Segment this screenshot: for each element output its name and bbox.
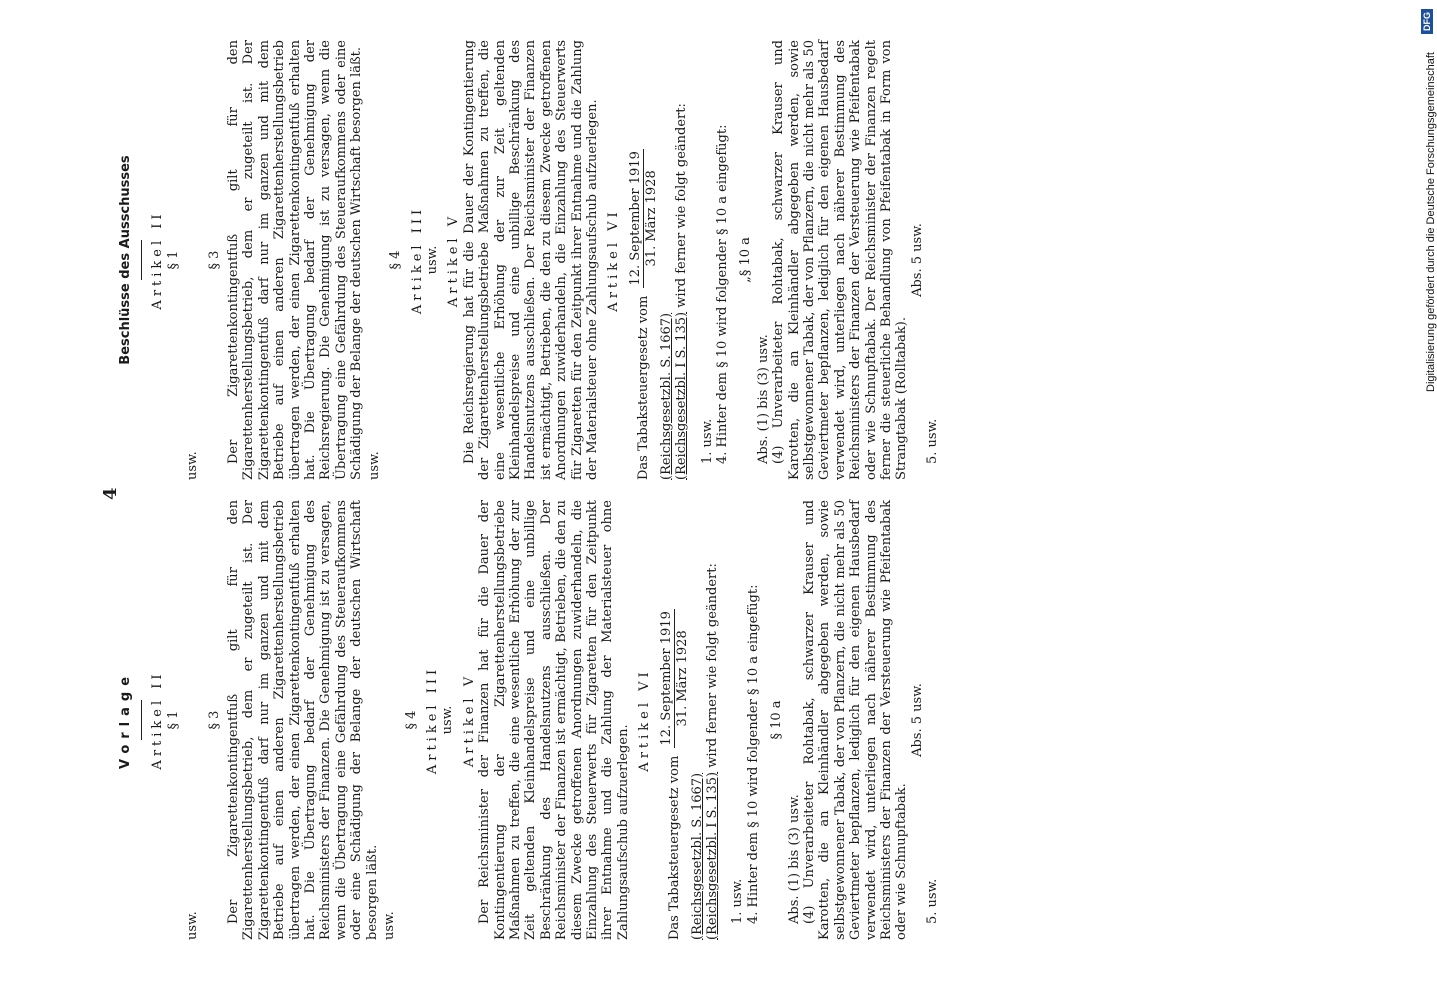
article-heading: Artikel VI <box>606 208 622 312</box>
section-3-text: Der Zigarettenkontingentfuß gilt für den Zigarettenherstellungsbetrieb, dem er zugeteilt ist. Der Zigarettenkontingentfuß darf nur im ganzen und mit dem Betriebe auf einen anderen Zigarettenherstellungsbetrieb übertragen werden, der einen Zigarettenkontingentfuß erhalten hat. Die Übertragung bedarf der Genehmigung des Reichsministers der Finanzen. Die Genehmigung ist zu versagen, wenn die Übertragung eine Gefährdung des Steueraufkommens oder eine Schädigung der Belange der deutschen Wirtschaft besorgen läßt. <box>226 500 380 940</box>
usw-text: usw. <box>440 705 456 735</box>
list-item: 5. usw. <box>925 418 941 464</box>
law-reference <box>628 40 659 480</box>
section-heading: § 1 <box>165 250 181 270</box>
column-vorlage <box>118 500 941 940</box>
law-prefix: Das Tabaksteuergesetz vom <box>635 295 651 480</box>
list-item: 1. usw. <box>699 418 715 464</box>
citation: (Reichsgesetzbl. S. 1667) <box>689 772 705 940</box>
law-date-amended: 31. März 1928 <box>674 630 690 727</box>
law-reference <box>659 500 690 940</box>
list-item: 1. usw. <box>730 878 746 924</box>
list-item: 5. usw. <box>925 878 941 924</box>
paragraph-5: Abs. 5 usw. <box>909 223 925 297</box>
paragraph-5: Abs. 5 usw. <box>909 683 925 757</box>
paragraph-4-text: (4) Unverarbeiteter Rohtabak, schwarzer Krauser und Karotten, die an Kleinhändler abgegeben werden, sowie selbstgewonnener Tabak, der von Pflanzern, die nicht mehr als 50 Geviertmeter bepflanzen, lediglich für den eigenen Hausbedarf verwendet wird, unterliegen nach näherer Bestimmung des Reichsministers der Finanzen der Versteuerung wie Pfeifentabak oder wie Schnupftabak. Der Reichsminister der Finanzen regelt ferner die steuerliche Behandlung von Pfeifentabak in Form von Strangtabak (Rolltabak). <box>771 40 910 480</box>
article-heading: Artikel VI <box>637 668 653 772</box>
article-5-text: Der Reichsminister der Finanzen hat für die Dauer der Kontingentierung der Zigarettenherstellungsbetriebe Maßnahmen zu treffen, die eine wesentliche Erhöhung der zur Zeit geltenden Kleinhandelspreise und eine unbillige Beschränkung des Handelsnutzens ausschließen. Der Reichsminister der Finanzen ist ermächtigt, Betrieben, die den zu diesem Zwecke getroffenen Anordnungen zuwiderhandeln, die Einzahlung des Steuerwerts für Zigaretten für den Zeitpunkt ihrer Entnahme und die Zahlung der Materialsteuer ohne Zahlungsaufschub aufzuerlegen. <box>477 500 631 940</box>
usw-text: usw. <box>382 911 398 940</box>
column-title: Beschlüsse des Ausschusses <box>118 155 133 365</box>
list-item: 4. Hinter dem § 10 wird folgender § 10 a eingefügt: <box>745 584 761 924</box>
article-heading: Artikel II <box>150 670 166 770</box>
section-heading: § 10 a <box>769 700 785 740</box>
digitization-note: Digitalisierung gefördert durch die Deutsche Forschungsgemeinschaft <box>1425 52 1437 392</box>
article-heading: Artikel II <box>150 210 166 310</box>
usw-text: usw. <box>185 451 201 480</box>
title-rule <box>141 240 142 280</box>
article-heading: Artikel V <box>446 212 462 308</box>
section-heading: § 4 <box>403 710 419 730</box>
citation: (Reichsgesetzbl. I S. 135) wird ferner wie folgt geändert: <box>674 103 690 480</box>
citation: (Reichsgesetzbl. I S. 135) wird ferner wie folgt geändert: <box>705 563 720 940</box>
section-heading: § 3 <box>206 250 222 270</box>
list-item: 4. Hinter dem § 10 wird folgender § 10 a eingefügt: <box>715 124 730 464</box>
paragraph-range: Abs. (1) bis (3) usw. <box>755 334 771 464</box>
article-heading: Artikel III <box>424 665 440 775</box>
column-beschluesse <box>118 40 941 480</box>
section-heading: „§ 10 a <box>738 237 754 283</box>
paragraph-4-text: (4) Unverarbeiteter Rohtabak, schwarzer Krauser und Karotten, die an Kleinhändler abgegeben werden, sowie selbstgewonnener Tabak, der von Pflanzern, die nicht mehr als 50 Geviertmeter bepflanzen, lediglich für den eigenen Hausbedarf verwendet wird, unterliegen nach näherer Bestimmung des Reichsministers der Finanzen der Versteuerung wie Pfeifentabak oder wie Schnupftabak. <box>802 500 910 940</box>
law-dates <box>659 609 690 747</box>
column-title: Vorlage <box>118 670 133 770</box>
article-heading: Artikel III <box>409 205 425 315</box>
law-date-original: 12. September 1919 <box>627 151 643 286</box>
usw-text: usw. <box>366 451 382 480</box>
section-3-text: Der Zigarettenkontingentfuß gilt für den Zigarettenherstellungsbetrieb, dem er zugeteilt ist. Der Zigarettenkontingentfuß darf nur im ganzen und mit dem Betriebe auf einen anderen Zigarettenherstellungsbetrieb übertragen werden, der einen Zigarettenkontingentfuß erhalten hat. Die Übertragung bedarf der Genehmigung der Reichsregierung. Die Genehmigung ist zu versagen, wenn die Übertragung eine Gefährdung des Steueraufkommens oder eine Schädigung der Belange der deutschen Wirtschaft besorgen läßt. <box>226 40 365 480</box>
article-5-text: Die Reichsregierung hat für die Dauer der Kontingentierung der Zigarettenherstellungsbetriebe Maßnahmen zu treffen, die eine wesentliche Erhöhung der zur Zeit geltenden Kleinhandelspreise und eine unbillige Beschränkung des Handelsnutzens ausschließen. Der Reichsminister der Finanzen ist ermächtigt, Betrieben, die den zu diesem Zwecke getroffenen Anordnungen zuwiderhandeln, die Einzahlung des Steuerwerts für Zigaretten für den Zeitpunkt ihrer Entnahme und die Zahlung der Materialsteuer ohne Zahlungsaufschub aufzuerlegen. <box>461 40 600 480</box>
citation: (Reichsgesetzbl. S. 1667) <box>658 312 674 480</box>
law-prefix: Das Tabaksteuergesetz vom <box>666 755 682 940</box>
law-date-original: 12. September 1919 <box>658 611 674 746</box>
paragraph-range: Abs. (1) bis (3) usw. <box>786 794 802 924</box>
dfg-logo: DFG <box>1421 9 1433 34</box>
usw-text: usw. <box>424 245 440 275</box>
law-date-amended: 31. März 1928 <box>643 170 659 267</box>
section-heading: § 3 <box>206 710 222 730</box>
page-number: 4 <box>100 487 121 500</box>
law-dates <box>628 149 659 287</box>
title-rule <box>141 700 142 740</box>
section-heading: § 1 <box>165 710 181 730</box>
section-heading: § 4 <box>388 250 404 270</box>
article-heading: Artikel V <box>461 672 477 768</box>
usw-text: usw. <box>185 911 201 940</box>
